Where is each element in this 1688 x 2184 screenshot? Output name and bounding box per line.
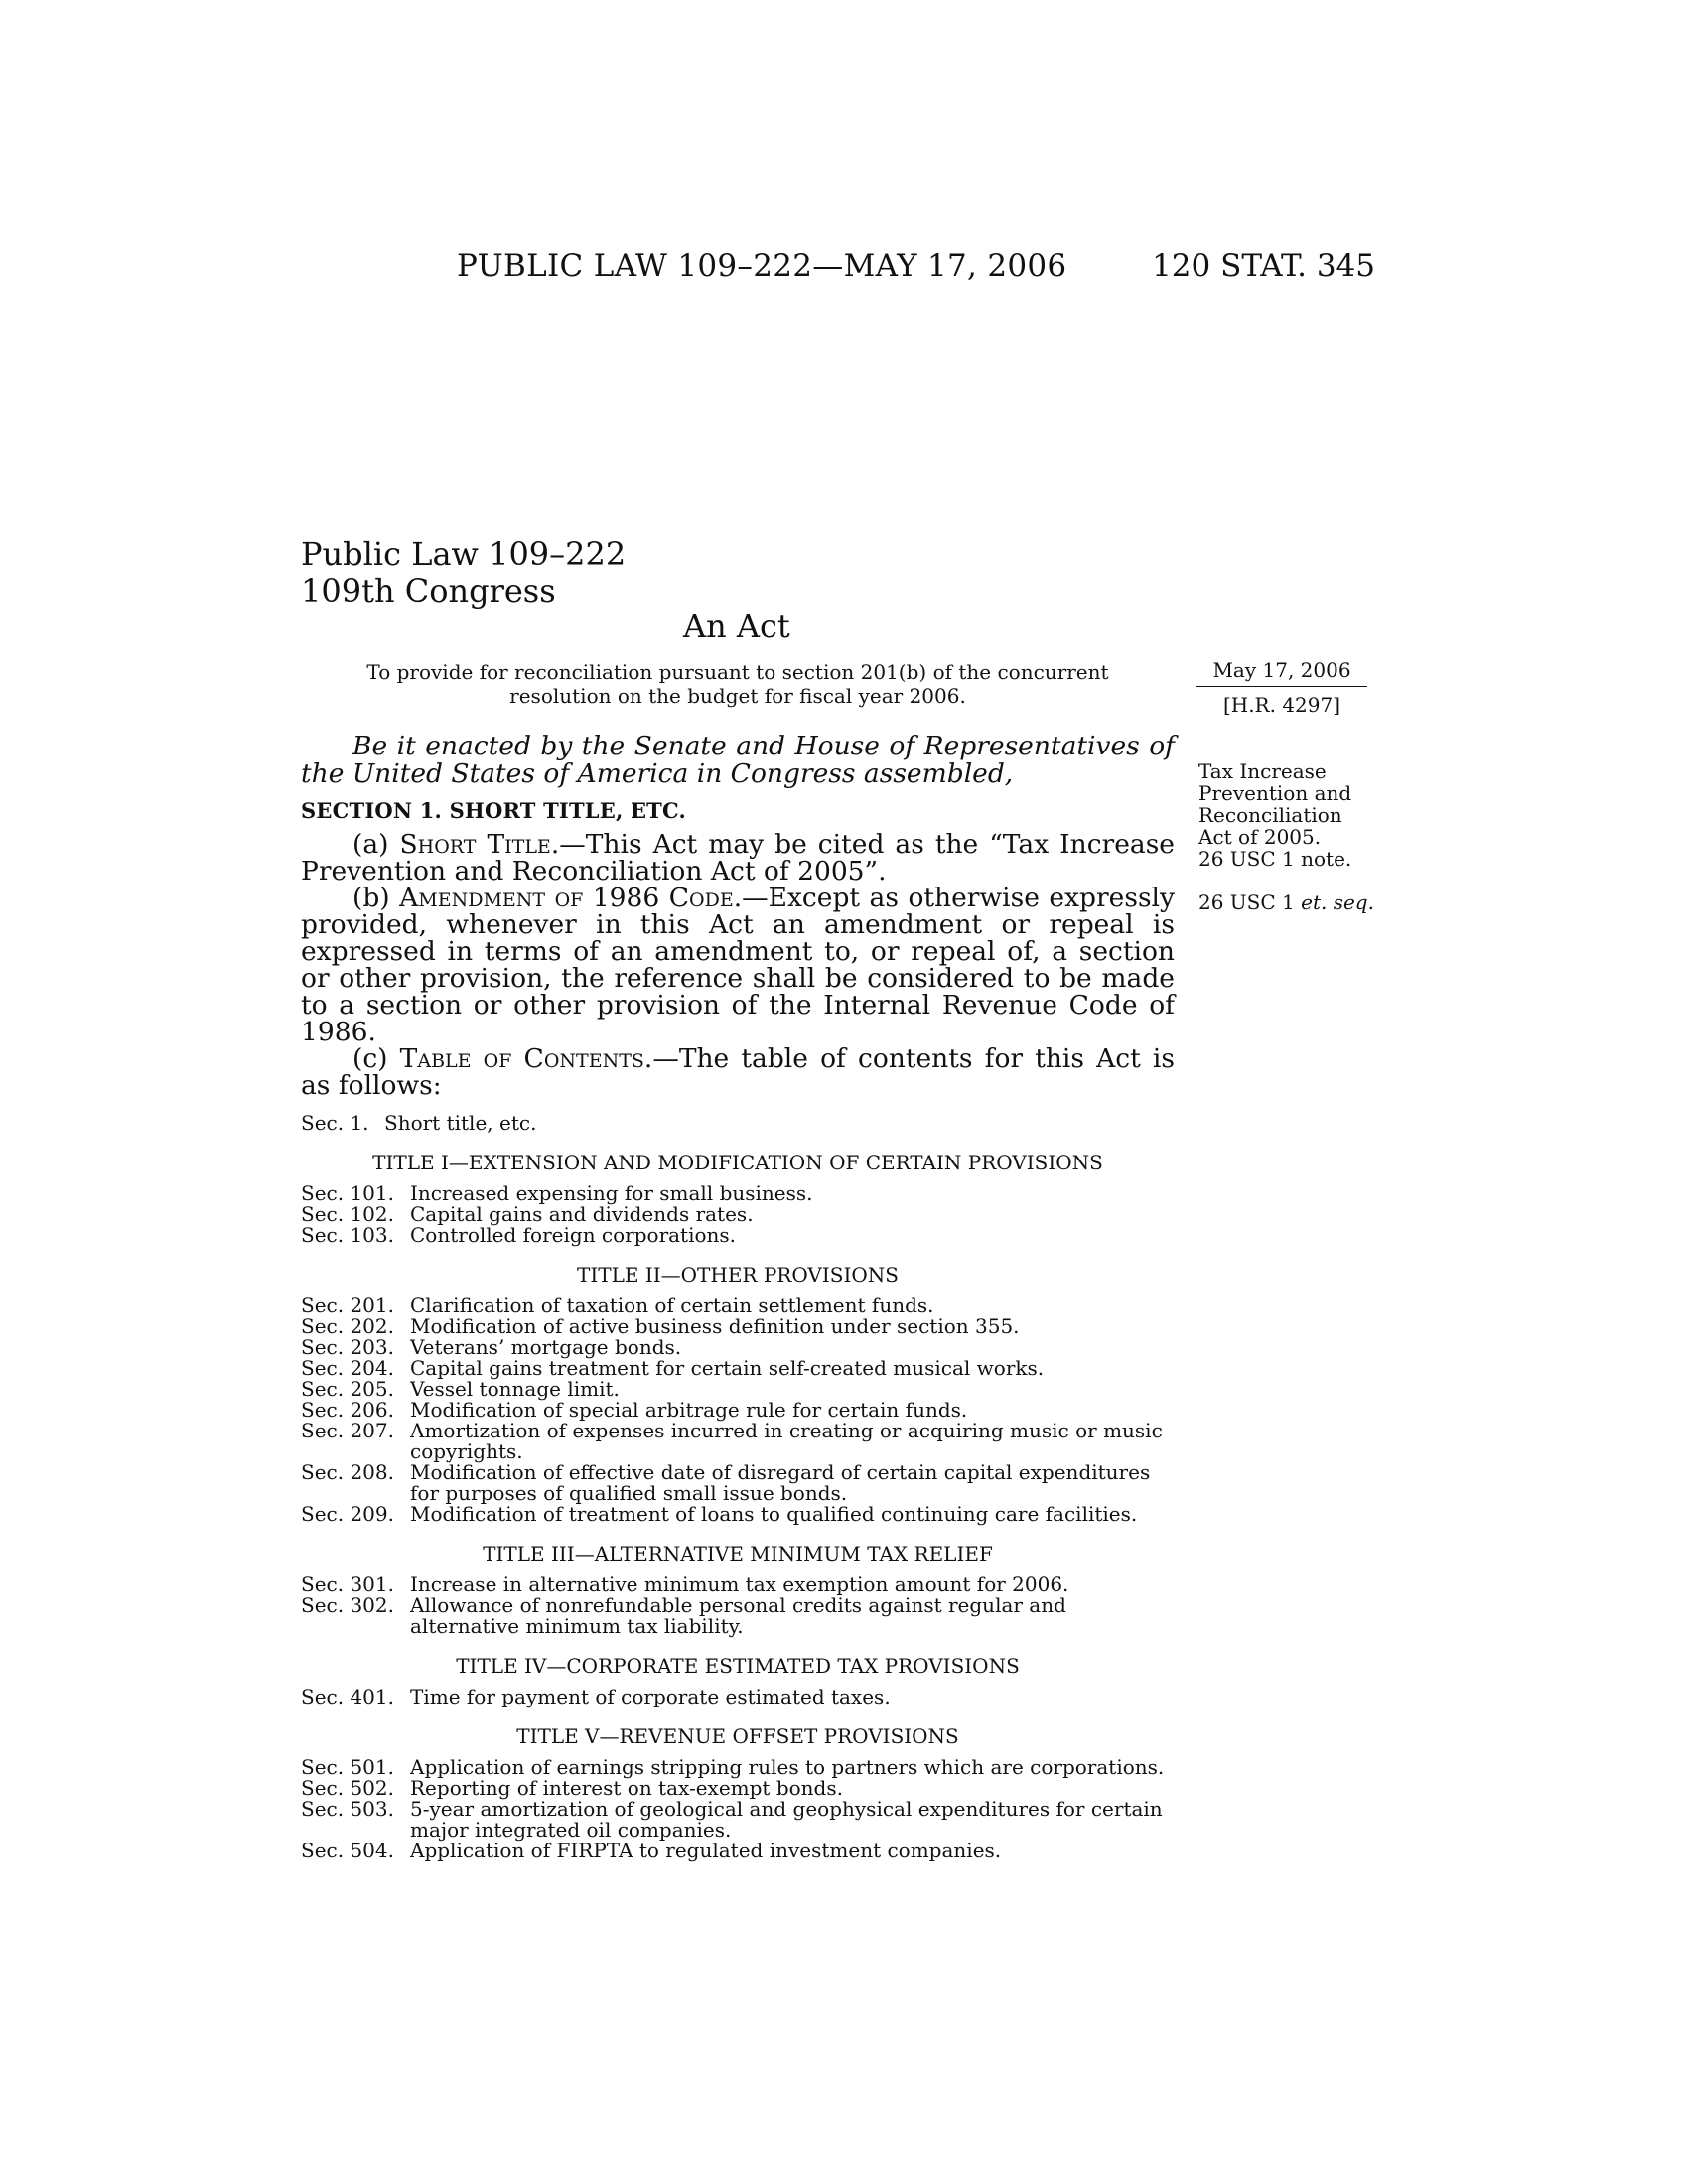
act-title: An Act: [683, 608, 790, 645]
toc-entry-number: Sec. 201.: [301, 1294, 394, 1317]
toc-entry: [301, 1778, 1175, 1799]
toc-title-heading: TITLE V—REVENUE OFFSET PROVISIONS: [516, 1724, 959, 1748]
toc-entry: [301, 1183, 1175, 1204]
toc-entry: [301, 1841, 1175, 1861]
toc-entry-number: Sec. 205.: [301, 1377, 394, 1401]
date-box: [1196, 658, 1367, 717]
table-of-contents: [301, 1113, 1175, 1861]
section-heading: SECTION 1. SHORT TITLE, ETC.: [301, 798, 687, 823]
toc-entry-number: Sec. 206.: [301, 1398, 394, 1422]
toc-entry: [301, 1113, 1175, 1134]
subsection-b: [301, 885, 1175, 1045]
toc-entry-number: Sec. 101.: [301, 1181, 394, 1205]
subsection-a-label: (a): [352, 829, 400, 860]
toc-entry-text: Modification of treatment of loans to qualified continuing care facilities.: [410, 1502, 1138, 1526]
toc-entry-text: Modification of effective date of disregard of certain capital expenditures for purposes of qualified small issue bonds.: [410, 1460, 1151, 1505]
enacting-clause: Be it enacted by the Senate and House of Representatives of the United States of America in Congress assembled,: [301, 731, 1175, 789]
margin-note-line: Prevention and: [1198, 781, 1352, 805]
toc-entry: [301, 1799, 1175, 1841]
toc-entry: [301, 1225, 1175, 1246]
bill-number: [H.R. 4297]: [1222, 693, 1341, 717]
toc-entry-text: Veterans’ mortgage bonds.: [410, 1335, 682, 1359]
toc-entry-text: Application of earnings stripping rules to partners which are corporations.: [410, 1755, 1165, 1779]
toc-entry-number: Sec. 401.: [301, 1685, 394, 1708]
toc-entry-text: Short title, etc.: [384, 1111, 537, 1135]
act-purpose: To provide for reconciliation pursuant to section 201(b) of the concurrent resolution on the budget for fiscal year 2006.: [366, 660, 1109, 708]
toc-titles: [301, 1152, 1175, 1861]
margin-note-usc-italic: et. seq.: [1301, 890, 1374, 914]
toc-entry: [301, 1379, 1175, 1400]
running-head-title: PUBLIC LAW 109–222—MAY 17, 2006: [457, 248, 1067, 284]
subsection-c-text: .—The table of contents for this Act is as follows:: [301, 1043, 1175, 1101]
toc-entry-text: Time for payment of corporate estimated taxes.: [410, 1685, 891, 1708]
enactment-date: May 17, 2006: [1196, 658, 1367, 687]
toc-entry-text: Modification of active business definition under section 355.: [410, 1314, 1020, 1338]
toc-entry-text: Reporting of interest on tax-exempt bonds.: [410, 1776, 843, 1800]
toc-entry: [301, 1296, 1175, 1316]
subsection-a: [301, 831, 1175, 885]
main-text: [301, 733, 1175, 1861]
toc-entry-number: Sec. 504.: [301, 1839, 394, 1862]
subsection-c-label: (c): [352, 1043, 400, 1074]
subsection-c-caption: Table of Contents: [399, 1043, 644, 1074]
toc-entry: [301, 1504, 1175, 1525]
subsection-b-label: (b): [352, 883, 400, 913]
statute-page-number: 120 STAT. 345: [1152, 248, 1375, 284]
toc-entry-number: Sec. 503.: [301, 1797, 394, 1821]
toc-entry-text: Application of FIRPTA to regulated investment companies.: [410, 1839, 1002, 1862]
margin-note-usc: [1198, 891, 1387, 913]
toc-title-heading: TITLE III—ALTERNATIVE MINIMUM TAX RELIEF: [483, 1542, 993, 1566]
subsection-a-text: .—This Act may be cited as the “Tax Increase Prevention and Reconciliation Act of 2005”.: [301, 829, 1175, 887]
toc-entry-number: Sec. 103.: [301, 1223, 394, 1247]
law-heading: [301, 536, 626, 610]
toc-entry-text: Increased expensing for small business.: [410, 1181, 813, 1205]
toc-entry: [301, 1316, 1175, 1337]
toc-entry-number: Sec. 209.: [301, 1502, 394, 1526]
toc-entry-number: Sec. 301.: [301, 1572, 394, 1596]
toc-entry-text: Controlled foreign corporations.: [410, 1223, 737, 1247]
subsection-b-text: .—Except as otherwise expressly provided, whenever in this Act an amendment or repeal is expressed in terms of an amendment to, or repeal of, a section or other provision, the reference shall be considered to be made to a section or other provision of the Internal Revenue Code of 1986.: [301, 883, 1175, 1047]
margin-note-usc-ref: 26 USC 1: [1198, 890, 1302, 914]
toc-entry-number: Sec. 208.: [301, 1460, 394, 1484]
toc-title-heading: TITLE I—EXTENSION AND MODIFICATION OF CERTAIN PROVISIONS: [372, 1151, 1103, 1174]
subsection-a-caption: Short Title: [399, 829, 551, 860]
toc-entry: [301, 1400, 1175, 1421]
toc-entry-number: Sec. 1.: [301, 1111, 369, 1135]
toc-entry: [301, 1687, 1175, 1707]
toc-entry: [301, 1421, 1175, 1462]
toc-entry-text: Amortization of expenses incurred in creating or acquiring music or music copyrights.: [410, 1419, 1163, 1463]
running-head: [298, 248, 1375, 288]
margin-note-line: Act of 2005.: [1198, 825, 1322, 849]
margin-note-line: Reconciliation: [1198, 803, 1342, 827]
subsection-c: [301, 1045, 1175, 1099]
toc-entry: [301, 1757, 1175, 1778]
toc-entry-number: Sec. 203.: [301, 1335, 394, 1359]
toc-entry-text: Capital gains treatment for certain self-created musical works.: [410, 1356, 1045, 1380]
toc-title-heading: TITLE IV—CORPORATE ESTIMATED TAX PROVISIONS: [456, 1654, 1020, 1678]
toc-entry: [301, 1595, 1175, 1637]
toc-entry: [301, 1358, 1175, 1379]
toc-entry-text: Increase in alternative minimum tax exemption amount for 2006.: [410, 1572, 1069, 1596]
public-law-number: Public Law 109–222: [301, 535, 627, 573]
margin-note-line: Tax Increase: [1198, 759, 1327, 783]
toc-entry-number: Sec. 502.: [301, 1776, 394, 1800]
toc-entry: [301, 1337, 1175, 1358]
margin-note-short-title: [1198, 760, 1387, 870]
toc-entry-text: Modification of special arbitrage rule for certain funds.: [410, 1398, 968, 1422]
toc-entry-number: Sec. 302.: [301, 1593, 394, 1617]
toc-entry: [301, 1574, 1175, 1595]
toc-entry-number: Sec. 501.: [301, 1755, 394, 1779]
toc-entry-text: 5-year amortization of geological and geophysical expenditures for certain major integrated oil companies.: [410, 1797, 1163, 1842]
toc-entry-number: Sec. 207.: [301, 1419, 394, 1442]
toc-entry-number: Sec. 204.: [301, 1356, 394, 1380]
toc-entry-text: Capital gains and dividends rates.: [410, 1202, 754, 1226]
subsection-b-caption: Amendment of 1986 Code: [399, 883, 734, 913]
toc-entry-text: Vessel tonnage limit.: [410, 1377, 620, 1401]
congress-number: 109th Congress: [301, 572, 556, 610]
toc-entry: [301, 1462, 1175, 1504]
toc-entry-number: Sec. 102.: [301, 1202, 394, 1226]
margin-note-line: 26 USC 1 note.: [1198, 847, 1352, 871]
toc-entry-number: Sec. 202.: [301, 1314, 394, 1338]
toc-title-heading: TITLE II—OTHER PROVISIONS: [577, 1263, 899, 1287]
toc-entry-text: Clarification of taxation of certain settlement funds.: [410, 1294, 934, 1317]
toc-entry-text: Allowance of nonrefundable personal credits against regular and alternative minimum tax liability.: [410, 1593, 1066, 1638]
toc-entry: [301, 1204, 1175, 1225]
